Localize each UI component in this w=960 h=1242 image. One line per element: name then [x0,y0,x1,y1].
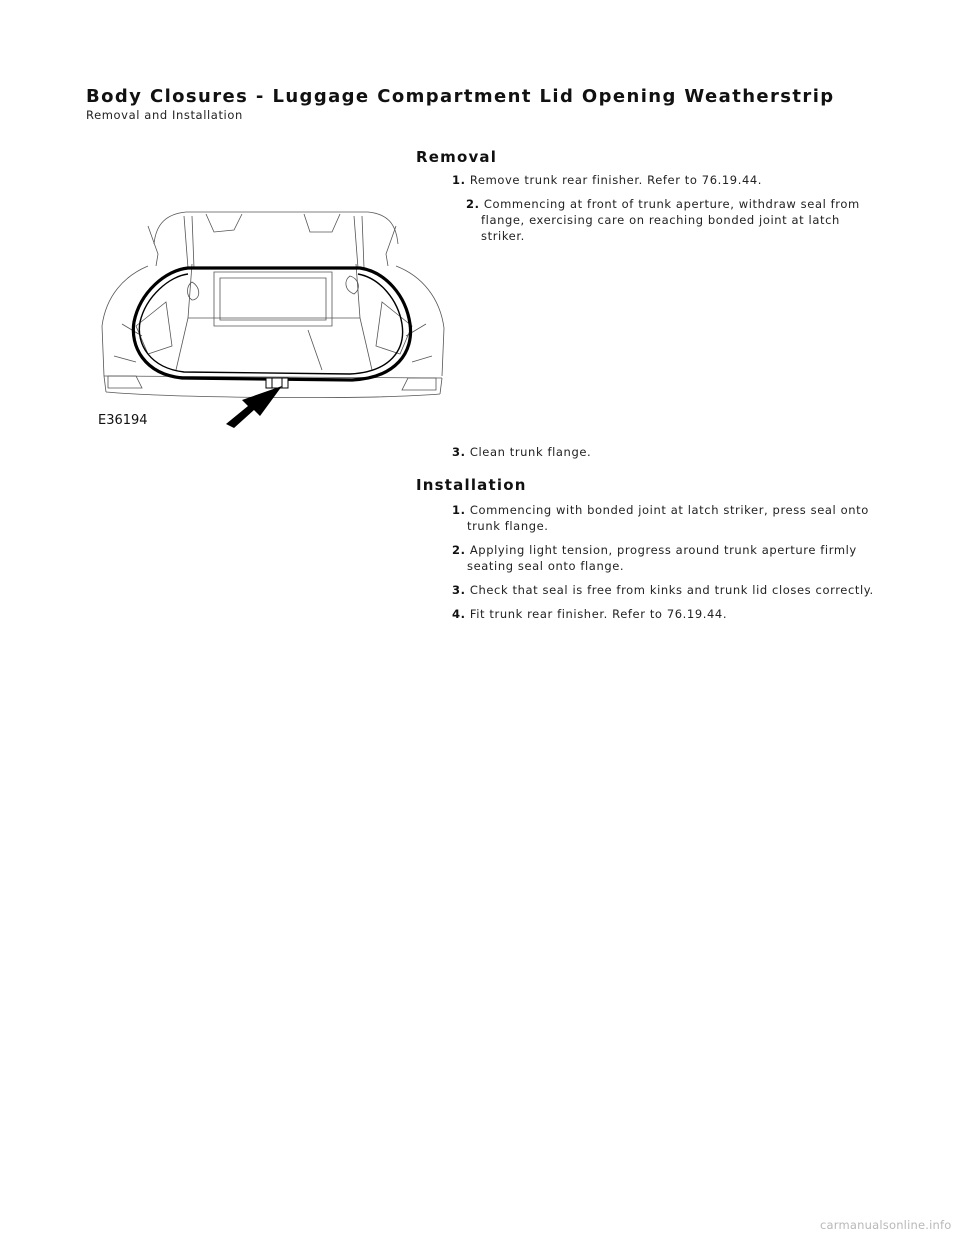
step-number: 3. [452,445,466,459]
latch-striker [266,378,288,388]
step-number: 2. [466,197,480,211]
lid-outline [154,212,398,244]
removal-step-3 [452,444,872,460]
step-number: 1. [452,503,466,517]
removal-step-1 [452,172,872,188]
installation-step-1 [452,502,877,534]
trunk-weatherstrip-illustration [96,206,450,430]
installation-step-2 [452,542,877,574]
figure-label: E36194 [98,413,148,428]
step-number: 2. [452,543,466,557]
page-title: Body Closures - Luggage Compartment Lid Opening Weatherstrip [86,86,835,107]
step-text: Clean trunk flange. [469,445,592,459]
weatherstrip-seal [133,268,410,380]
removal-heading: Removal [416,148,498,166]
step-number: 3. [452,583,466,597]
step-number: 1. [452,173,466,187]
step-text: Fit trunk rear finisher. Refer to 76.19.44. [469,607,728,621]
installation-step-3 [452,582,892,598]
installation-step-4 [452,606,872,622]
step-text: Commencing with bonded joint at latch striker, press seal onto trunk flange. [467,503,869,533]
step-text: Check that seal is free from kinks and trunk lid closes correctly. [469,583,874,597]
removal-step-2 [466,196,881,244]
step-number: 4. [452,607,466,621]
pointer-arrow [226,386,282,428]
step-text: Commencing at front of trunk aperture, withdraw seal from flange, exercising care on reaching bonded joint at latch striker. [481,197,860,243]
page-subtitle: Removal and Installation [86,108,243,122]
installation-heading: Installation [416,476,527,494]
watermark: carmanualsonline.info [820,1218,952,1232]
step-text: Remove trunk rear finisher. Refer to 76.19.44. [469,173,763,187]
step-text: Applying light tension, progress around trunk aperture firmly seating seal onto flange. [467,543,857,573]
